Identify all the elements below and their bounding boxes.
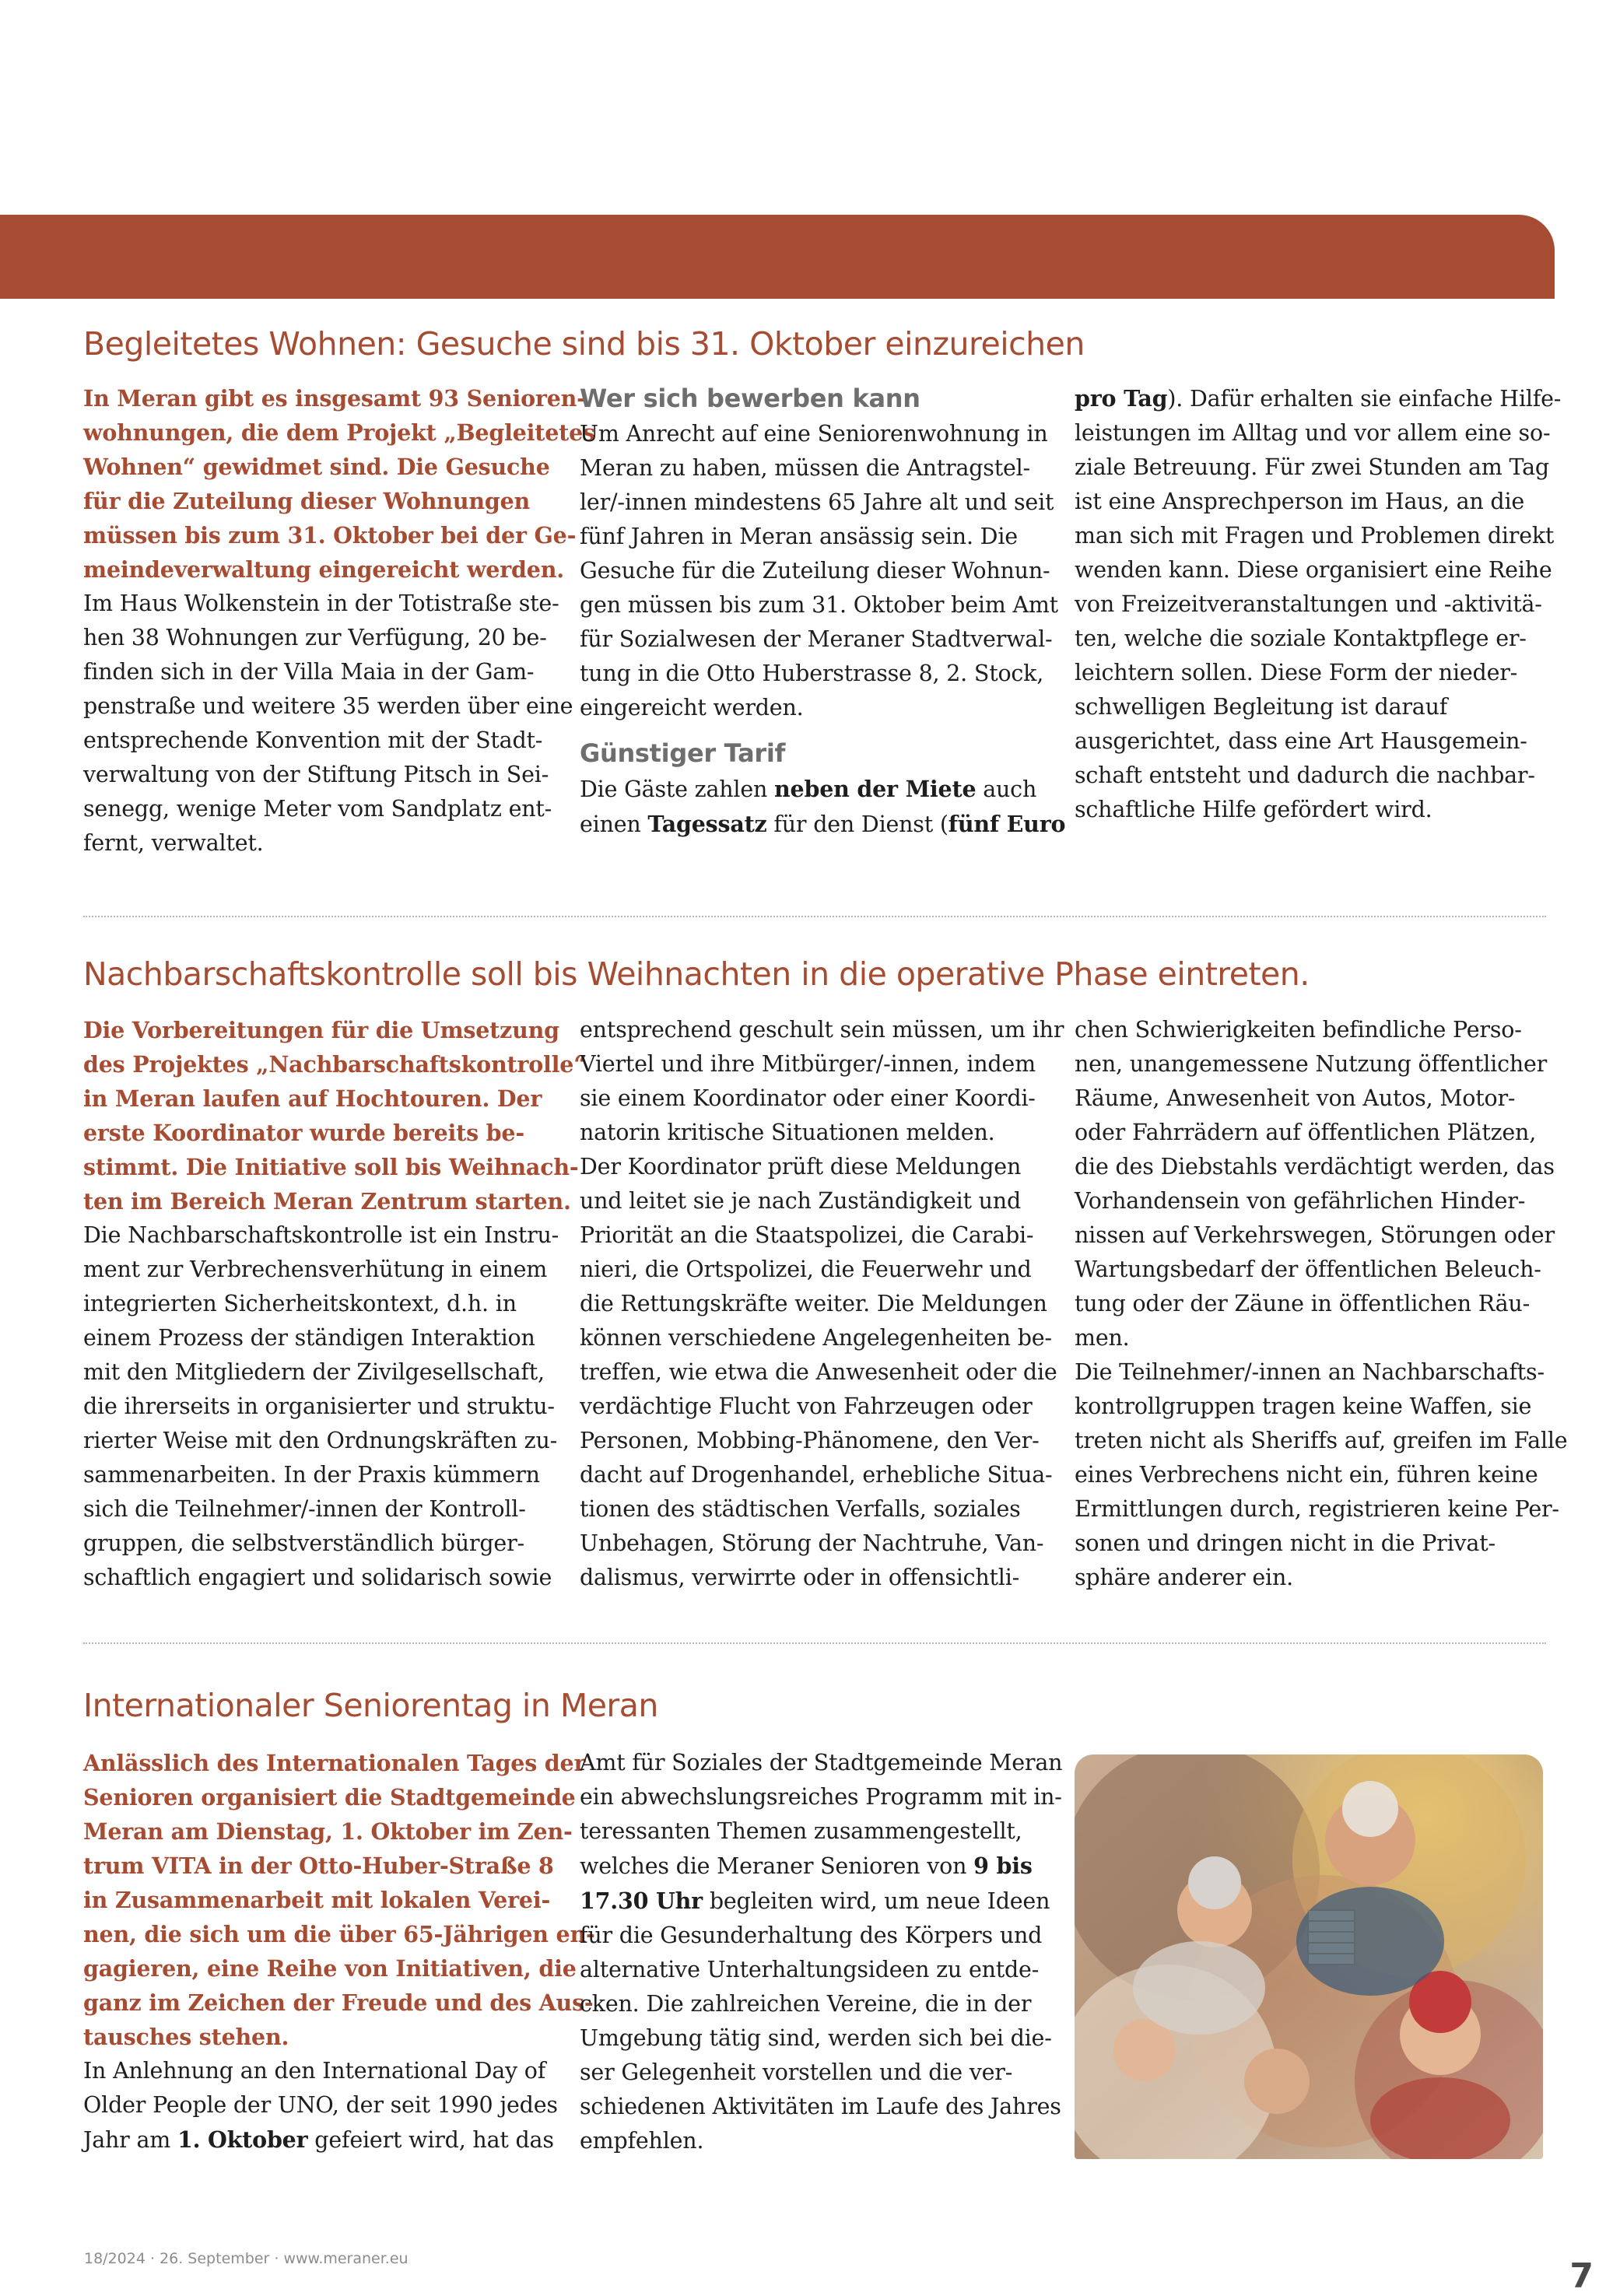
- text-line: pro Tag). Dafür erhalten sie einfache Hilfe-: [1075, 385, 1562, 412]
- text-line: welches die Meraner Senioren von 9 bis: [580, 1853, 1033, 1879]
- text-line: Jahr am 1. Oktober gefeiert wird, hat das: [83, 2126, 554, 2153]
- text-line: senegg, wenige Meter vom Sandplatz ent-: [83, 796, 552, 822]
- text-line: Vorhandensein von gefährlichen Hinder-: [1075, 1188, 1526, 1214]
- text-line: Meran am Dienstag, 1. Oktober im Zen-: [83, 1818, 573, 1845]
- text-line: die des Diebstahls verdächtigt werden, das: [1075, 1154, 1555, 1180]
- text-line: ment zur Verbrechensverhütung in einem: [83, 1257, 548, 1282]
- text-line: Senioren organisiert die Stadtgemeinde: [83, 1784, 576, 1811]
- text-line: Die Teilnehmer/-innen an Nachbarschafts-: [1075, 1359, 1545, 1385]
- text-line: eines Verbrechens nicht ein, führen keine: [1075, 1462, 1538, 1488]
- article3-column1: [83, 1746, 595, 2158]
- text-line: müssen bis zum 31. Oktober bei der Ge-: [83, 522, 577, 549]
- article-title-begleitetes-wohnen: Begleitetes Wohnen: Gesuche sind bis 31. Oktober einzureichen: [83, 325, 1085, 363]
- text-line: In Meran gibt es insgesamt 93 Senioren-: [83, 385, 586, 412]
- text-line: sonen und dringen nicht in die Privat-: [1075, 1530, 1496, 1556]
- text-line: sich die Teilnehmer/-innen der Kontroll-: [83, 1496, 526, 1522]
- text-line: Viertel und ihre Mitbürger/-innen, indem: [580, 1051, 1036, 1077]
- text-line: integrierten Sicherheitskontext, d.h. in: [83, 1291, 517, 1316]
- text-line: fernt, verwaltet.: [83, 830, 264, 856]
- text-line: hen 38 Wohnungen zur Verfügung, 20 be-: [83, 625, 547, 650]
- text-line: Die Vorbereitungen für die Umsetzung: [83, 1017, 559, 1043]
- text-line: nissen auf Verkehrswegen, Störungen oder: [1075, 1222, 1555, 1248]
- text-line: Meran zu haben, müssen die Antragstel-: [580, 455, 1030, 481]
- text-line: ten, welche die soziale Kontaktpflege er-: [1075, 626, 1527, 651]
- text-line: finden sich in der Villa Maia in der Gam-: [83, 659, 535, 685]
- text-line: ausgerichtet, dass eine Art Hausgemein-: [1075, 728, 1527, 754]
- text-line: penstraße und weitere 35 werden über eine: [83, 693, 573, 719]
- section-divider: [83, 916, 1546, 917]
- text-line: Der Koordinator prüft diese Meldungen: [580, 1154, 1022, 1180]
- text-line: Ermittlungen durch, registrieren keine Per-: [1075, 1496, 1559, 1522]
- text-line: Um Anrecht auf eine Seniorenwohnung in: [580, 421, 1048, 447]
- text-line: die Rettungskräfte weiter. Die Meldungen: [580, 1291, 1047, 1316]
- text-line: Unbehagen, Störung der Nachtruhe, Van-: [580, 1530, 1044, 1556]
- text-line: nen, die sich um die über 65-Jährigen en-: [83, 1921, 595, 1947]
- text-line: Anlässlich des Internationalen Tages der: [83, 1750, 586, 1776]
- text-line: tausches stehen.: [83, 2024, 289, 2050]
- text-line: men.: [1075, 1325, 1130, 1351]
- text-line: gen müssen bis zum 31. Oktober beim Amt: [580, 592, 1058, 618]
- text-line: können verschiedene Angelegenheiten be-: [580, 1325, 1052, 1351]
- text-line: Die Gäste zahlen neben der Miete auch: [580, 776, 1037, 802]
- text-line: mit den Mitgliedern der Zivilgesellschaft,: [83, 1359, 545, 1385]
- text-line: einen Tagessatz für den Dienst (fünf Euro: [580, 811, 1066, 837]
- text-line: sphäre anderer ein.: [1075, 1565, 1293, 1590]
- text-line: ler/-innen mindestens 65 Jahre alt und seit: [580, 489, 1054, 515]
- header-banner: [0, 215, 1555, 299]
- text-line: für Sozialwesen der Meraner Stadtverwal-: [580, 626, 1053, 652]
- text-line: schiedenen Aktivitäten im Laufe des Jahres: [580, 2094, 1061, 2119]
- article3-column2-paragraph: [580, 1746, 1063, 1849]
- subheading-wer-sich-bewerben: Wer sich bewerben kann: [580, 384, 920, 413]
- text-line: dacht auf Drogenhandel, erhebliche Situa-: [580, 1462, 1053, 1488]
- text-line: In Anlehnung an den International Day of: [83, 2058, 546, 2084]
- article3-column2: [580, 1746, 1063, 2158]
- page-number: 7: [1569, 2256, 1594, 2296]
- text-line: ist eine Ansprechperson im Haus, an die: [1075, 489, 1525, 514]
- text-line: dalismus, verwirrte oder in offensichtli-: [580, 1565, 1020, 1590]
- text-line: schaft entsteht und dadurch die nachbar-: [1075, 762, 1535, 788]
- text-line: eingereicht werden.: [580, 695, 804, 720]
- text-line: stimmt. Die Initiative soll bis Weihnach-: [83, 1154, 579, 1180]
- text-line: Die Nachbarschaftskontrolle ist ein Instru-: [83, 1222, 559, 1248]
- text-line: Im Haus Wolkenstein in der Totistraße ste-: [83, 591, 559, 616]
- text-line: 17.30 Uhr begleiten wird, um neue Ideen: [580, 1888, 1050, 1914]
- text-line: gagieren, eine Reihe von Initiativen, die: [83, 1955, 577, 1982]
- text-line: meindeverwaltung eingereicht werden.: [83, 556, 564, 583]
- text-line: für die Zuteilung dieser Wohnungen: [83, 488, 531, 514]
- text-line: in Meran laufen auf Hochtouren. Der: [83, 1085, 542, 1112]
- text-line: alternative Unterhaltungsideen zu entde-: [580, 1957, 1040, 1982]
- article2-column1: [83, 1013, 587, 1595]
- text-line: entsprechende Konvention mit der Stadt-: [83, 727, 543, 753]
- text-line: treten nicht als Sheriffs auf, greifen im Falle: [1075, 1428, 1568, 1453]
- article1-column2-paragraph1: [580, 417, 1058, 725]
- text-line: chen Schwierigkeiten befindliche Perso-: [1075, 1017, 1522, 1043]
- article-title-seniorentag: Internationaler Seniorentag in Meran: [83, 1687, 658, 1724]
- text-line: nen, unangemessene Nutzung öffentlicher: [1075, 1051, 1548, 1077]
- text-line: Gesuche für die Zuteilung dieser Wohnun-: [580, 558, 1050, 584]
- text-line: tung oder der Zäune in öffentlichen Räu-: [1075, 1291, 1531, 1316]
- text-line: sie einem Koordinator oder einer Koordi-: [580, 1085, 1036, 1111]
- text-line: ganz im Zeichen der Freude und des Aus-: [83, 1989, 594, 2016]
- article3-body: [83, 2054, 558, 2122]
- text-line: in Zusammenarbeit mit lokalen Verei-: [83, 1887, 551, 1913]
- text-line: Wartungsbedarf der öffentlichen Beleuch-: [1075, 1257, 1541, 1282]
- text-line: treffen, wie etwa die Anwesenheit oder die: [580, 1359, 1057, 1385]
- text-line: einem Prozess der ständigen Interaktion: [83, 1325, 535, 1351]
- text-line: schwelligen Begleitung ist darauf: [1075, 694, 1448, 720]
- article-title-nachbarschaftskontrolle: Nachbarschaftskontrolle soll bis Weihnachten in die operative Phase eintreten.: [83, 955, 1310, 993]
- article1-column2: [580, 381, 1066, 842]
- text-line: sammenarbeiten. In der Praxis kümmern: [83, 1462, 540, 1488]
- text-line: verwaltung von der Stiftung Pitsch in Sei-: [83, 762, 549, 787]
- text-line: kontrollgruppen tragen keine Waffen, sie: [1075, 1393, 1532, 1419]
- text-line: empfehlen.: [580, 2128, 704, 2154]
- text-line: gruppen, die selbstverständlich bürger-: [83, 1530, 524, 1556]
- text-line: Wohnen“ gewidmet sind. Die Gesuche: [83, 454, 550, 480]
- text-line: und leitet sie je nach Zuständigkeit und: [580, 1188, 1021, 1214]
- text-line: wenden kann. Diese organisiert eine Reihe: [1075, 557, 1552, 583]
- text-line: tung in die Otto Huberstrasse 8, 2. Stock,: [580, 661, 1044, 686]
- text-line: tionen des städtischen Verfalls, soziales: [580, 1496, 1021, 1522]
- text-line: erste Koordinator wurde bereits be-: [83, 1120, 524, 1146]
- text-line: Räume, Anwesenheit von Autos, Motor-: [1075, 1085, 1516, 1111]
- text-line: wohnungen, die dem Projekt „Begleitetes: [83, 419, 595, 446]
- text-line: ten im Bereich Meran Zentrum starten.: [83, 1188, 571, 1215]
- seniors-collage-photo: [1075, 1754, 1543, 2159]
- article2-column3: [1075, 1013, 1568, 1595]
- text-line: schaftlich engagiert und solidarisch sowie: [83, 1565, 552, 1590]
- text-line: leichtern sollen. Diese Form der nieder-: [1075, 660, 1518, 685]
- text-line: Older People der UNO, der seit 1990 jedes: [83, 2092, 558, 2118]
- text-line: von Freizeitveranstaltungen und -aktivitä-: [1075, 591, 1542, 617]
- text-line: verdächtige Flucht von Fahrzeugen oder: [580, 1393, 1033, 1419]
- article2-column2: [580, 1013, 1064, 1595]
- text-line: Personen, Mobbing-Phänomene, den Ver-: [580, 1428, 1040, 1453]
- text-line: rierter Weise mit den Ordnungskräften zu-: [83, 1428, 558, 1453]
- text-line: Amt für Soziales der Stadtgemeinde Meran: [580, 1750, 1063, 1775]
- text-line: schaftliche Hilfe gefördert wird.: [1075, 797, 1432, 822]
- section-divider: [83, 1642, 1546, 1644]
- text-line: oder Fahrrädern auf öffentlichen Plätzen,: [1075, 1120, 1537, 1145]
- text-line: die ihrerseits in organisierter und struktu-: [83, 1393, 555, 1419]
- text-line: Umgebung tätig sind, werden sich bei die-: [580, 2025, 1052, 2051]
- text-line: ser Gelegenheit vorstellen und die ver-: [580, 2059, 1013, 2085]
- article1-column1: [83, 381, 595, 861]
- text-line: leistungen im Alltag und vor allem eine so-: [1075, 420, 1551, 446]
- article3-column2-paragraph-continued: [580, 1919, 1061, 2158]
- text-line: fünf Jahren in Meran ansässig sein. Die: [580, 524, 1018, 549]
- text-line: nieri, die Ortspolizei, die Feuerwehr und: [580, 1257, 1032, 1282]
- article1-column3-paragraph: [1075, 416, 1555, 827]
- text-line: für die Gesunderhaltung des Körpers und: [580, 1923, 1043, 1948]
- footer-issue-info: 18/2024 · 26. September · www.meraner.eu: [84, 2250, 409, 2267]
- text-line: ziale Betreuung. Für zwei Stunden am Tag: [1075, 454, 1549, 480]
- article3-lead: [83, 1746, 595, 2054]
- text-line: trum VITA in der Otto-Huber-Straße 8: [83, 1853, 554, 1879]
- article1-column3: [1075, 381, 1562, 827]
- text-line: Priorität an die Staatspolizei, die Carabi-: [580, 1222, 1034, 1248]
- text-line: natorin kritische Situationen melden.: [580, 1120, 995, 1145]
- text-line: ein abwechslungsreiches Programm mit in-: [580, 1784, 1062, 1810]
- text-line: man sich mit Fragen und Problemen direkt: [1075, 523, 1555, 549]
- text-line: des Projektes „Nachbarschaftskontrolle“: [83, 1051, 587, 1078]
- subheading-guenstiger-tarif: Günstiger Tarif: [580, 738, 786, 768]
- text-line: teressanten Themen zusammengestellt,: [580, 1818, 1022, 1844]
- text-line: cken. Die zahlreichen Vereine, die in der: [580, 1991, 1032, 2017]
- text-line: entsprechend geschult sein müssen, um ihr: [580, 1017, 1064, 1043]
